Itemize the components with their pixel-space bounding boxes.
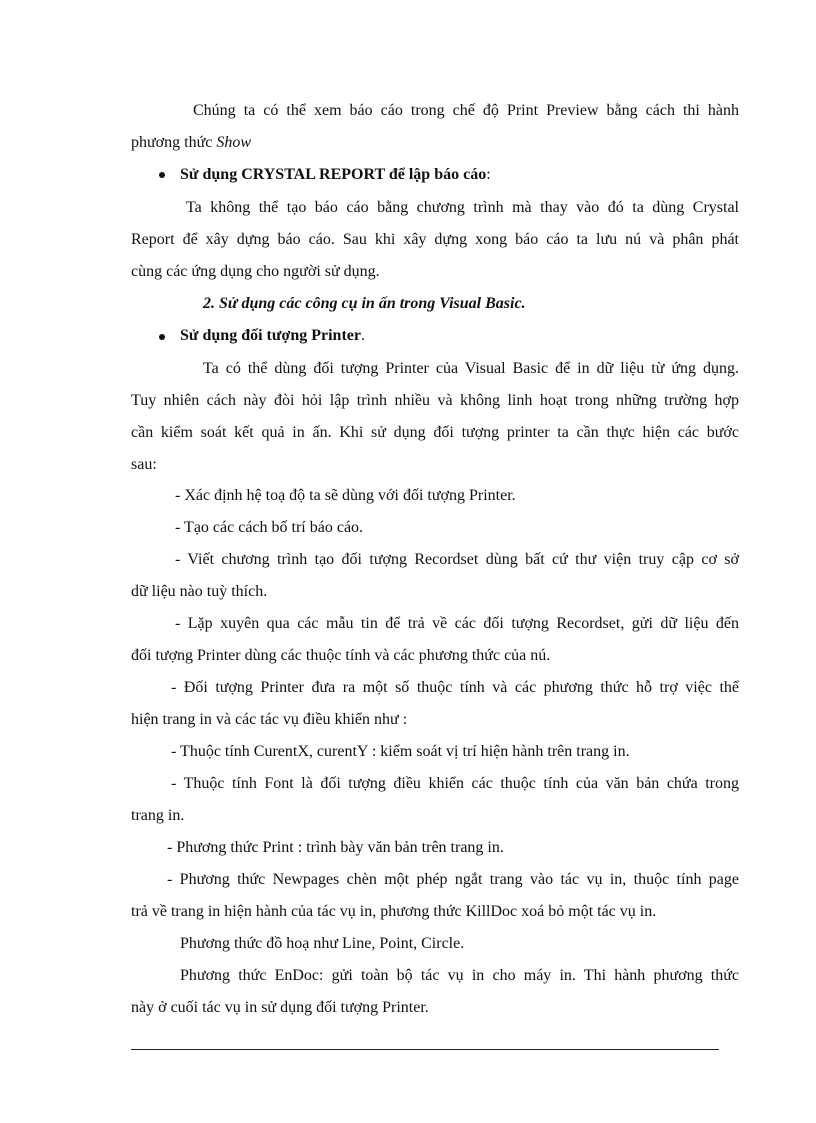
bullet-title: Sử dụng CRYSTAL REPORT để lập báo cáo: [180, 166, 487, 183]
list-item: - Thuộc tính Font là đối tượng điều khiển các thuộc tính của văn bản chứa trong: [171, 775, 739, 792]
paragraph-line: Tuy nhiên cách này đòi hỏi lập trình nhiều và không linh hoạt trong những trường hợp: [131, 392, 739, 409]
paragraph-line: Ta có thể dùng đối tượng Printer của Visual Basic để in dữ liệu từ ứng dụng.: [203, 360, 739, 377]
bullet-icon: [159, 172, 165, 178]
list-item-continuation: trang in.: [131, 807, 185, 824]
paragraph-line: cần kiểm soát kết quả in ấn. Khi sử dụng đối tượng printer ta cần thực hiện các bước: [131, 424, 739, 441]
list-item-continuation: đối tượng Printer dùng các thuộc tính và các phương thức của nú.: [131, 647, 551, 664]
paragraph-line: Phương thức đồ hoạ như Line, Point, Circle.: [180, 935, 465, 952]
list-item: - Phương thức Newpages chèn một phép ngắt trang vào tác vụ in, thuộc tính page: [167, 871, 739, 888]
bullet-item: [180, 165, 491, 185]
paragraph-line: Report để xây dựng báo cáo. Sau khi xây dựng xong báo cáo ta lưu nú và phân phát: [131, 231, 739, 248]
section-heading: 2. Sử dụng các công cụ in ấn trong Visual Basic.: [203, 295, 526, 312]
method-name: Show: [216, 134, 252, 151]
paragraph-line: Phương thức EnDoc: gửi toàn bộ tác vụ in cho máy in. Thi hành phương thức: [180, 967, 739, 984]
list-item: - Thuộc tính CurentX, curentY : kiểm soát vị trí hiện hành trên trang in.: [171, 743, 630, 760]
list-item: - Xác định hệ toạ độ ta sẽ dùng với đối tượng Printer.: [175, 487, 516, 504]
list-item-continuation: trả về trang in hiện hành của tác vụ in, phương thức KillDoc xoá bỏ một tác vụ in.: [131, 903, 657, 920]
bullet-icon: [159, 334, 165, 340]
paragraph-line: Ta không thể tạo báo cáo bằng chương trình mà thay vào đó ta dùng Crystal: [186, 199, 739, 216]
paragraph-line: cùng các ứng dụng cho người sử dụng.: [131, 263, 380, 280]
bullet-tail: .: [360, 327, 365, 344]
bullet-title: Sử dụng đối tượng Printer: [180, 327, 361, 344]
text-run: phương thức: [131, 134, 217, 151]
list-item: - Lặp xuyên qua các mẫu tin để trả về các đối tượng Recordset, gửi dữ liệu đến: [175, 615, 739, 632]
list-item: - Đối tượng Printer đưa ra một số thuộc tính và các phương thức hỗ trợ việc thể: [171, 679, 739, 696]
paragraph-line: [131, 133, 251, 153]
bullet-item: [180, 326, 365, 346]
list-item-continuation: hiện trang in và các tác vụ điều khiển như :: [131, 711, 408, 728]
list-item-continuation: dữ liệu nào tuỳ thích.: [131, 583, 268, 600]
paragraph-line: sau:: [131, 456, 157, 473]
paragraph-line: này ở cuối tác vụ in sử dụng đối tượng Printer.: [131, 999, 429, 1016]
list-item: - Tạo các cách bố trí báo cáo.: [175, 519, 364, 536]
list-item: - Viết chương trình tạo đối tượng Recordset dùng bất cứ thư viện truy cập cơ sở: [175, 551, 739, 568]
list-item: - Phương thức Print : trình bày văn bản trên trang in.: [167, 839, 504, 856]
paragraph-line: Chúng ta có thể xem báo cáo trong chế độ Print Preview bằng cách thi hành: [193, 102, 739, 119]
footer-divider: [131, 1049, 719, 1050]
bullet-tail: :: [486, 166, 491, 183]
